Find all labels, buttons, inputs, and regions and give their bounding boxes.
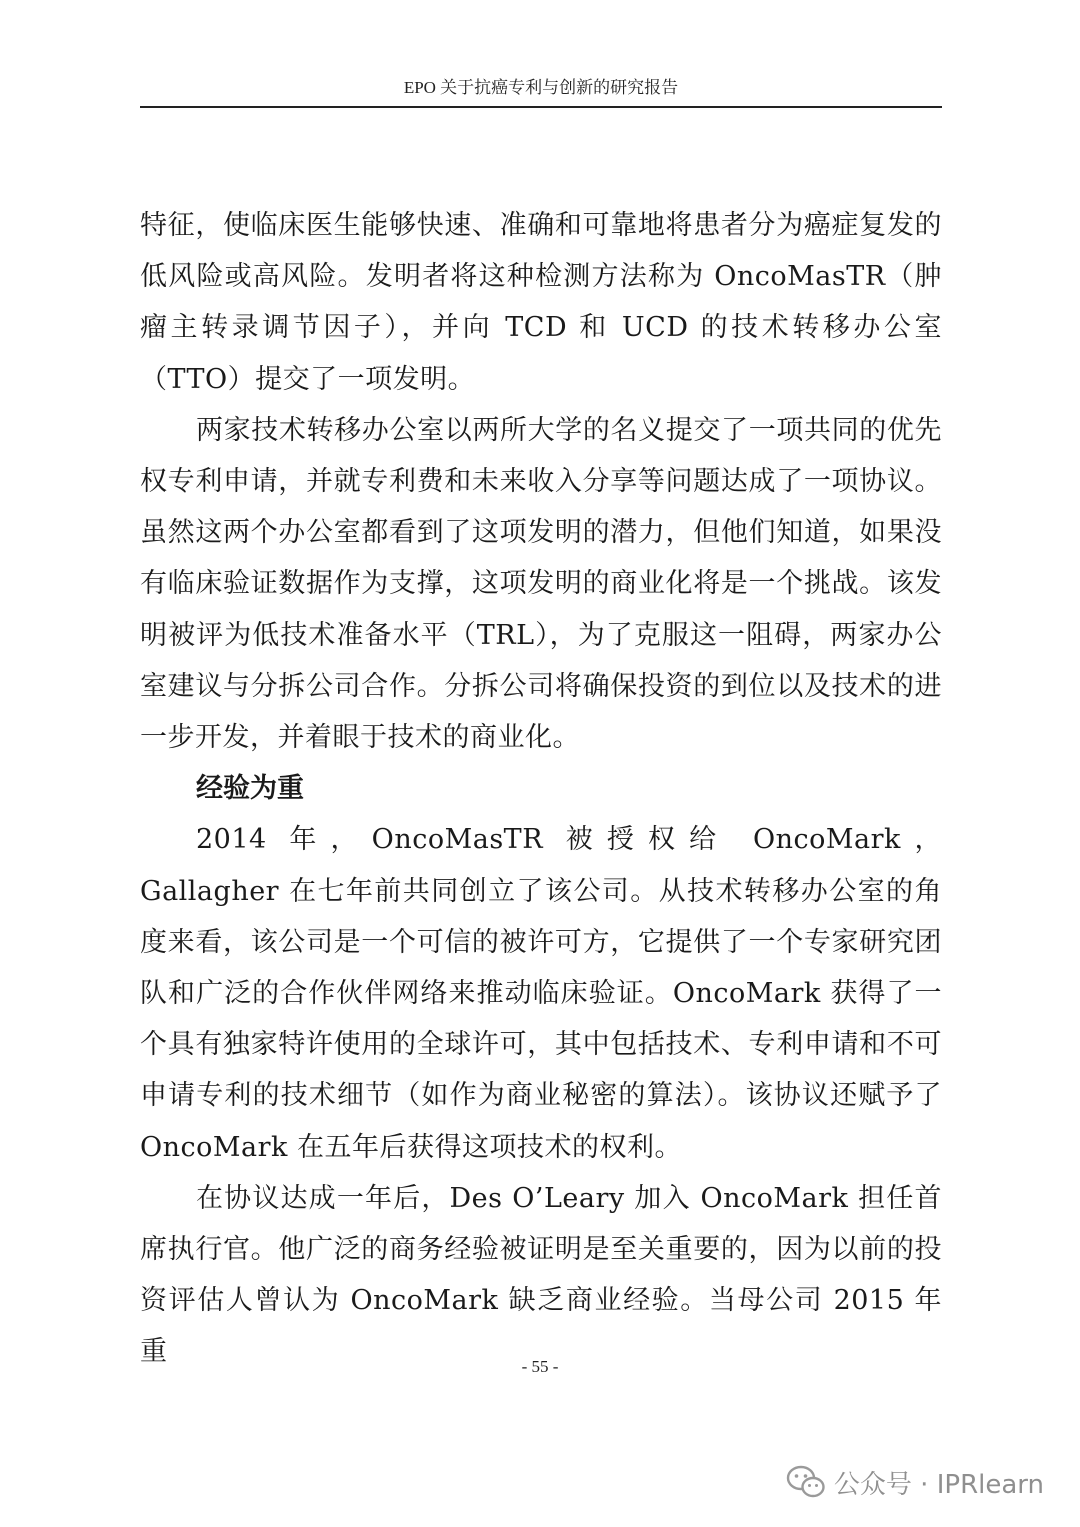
header-title: EPO 关于抗癌专利与创新的研究报告 [403,78,679,97]
body-text [140,200,942,1378]
paragraph-ceo: 在协议达成一年后，Des O’Leary 加入 OncoMark 担任首席执行官。他广泛的商务经验被证明是至关重要的，因为以前的投资评估人曾认为 OncoMark 缺乏商业经验。当母公司 2015 年重 [140,1182,942,1368]
watermark-text: 公众号 · IPRlearn [833,1469,1044,1500]
section-heading: 经验为重 [196,773,304,805]
page-number: - 55 - [521,1357,559,1376]
watermark [786,1462,1044,1502]
paragraph-tto-agreement: 两家技术转移办公室以两所大学的名义提交了一项共同的优先权专利申请，并就专利费和未来收入分享等问题达成了一项协议。虽然这两个办公室都看到了这项发明的潜力，但他们知道，如果没有临床验证数据作为支撑，这项发明的商业化将是一个挑战。该发明被评为低技术准备水平（TRL），为了克服这一阻碍，两家办公室建议与分拆公司合作。分拆公司将确保投资的到位以及技术的进一步开发，并着眼于技术的商业化。 [140,414,942,754]
page-header [140,74,942,108]
wechat-icon [786,1465,826,1499]
paragraph-continued: 特征，使临床医生能够快速、准确和可靠地将患者分为癌症复发的低风险或高风险。发明者将这种检测方法称为 OncoMasTR（肿瘤主转录调节因子），并向 TCD 和 UCD 的技术转移办公室（TTO）提交了一项发明。 [140,210,942,395]
paragraph-licensing: 2014 年，OncoMasTR 被授权给 OncoMark，Gallagher 在七年前共同创立了该公司。从技术转移办公室的角度来看，该公司是一个可信的被许可方，它提供了一个专家研究团队和广泛的合作伙伴网络来推动临床验证。OncoMark 获得了一个具有独家特许使用的全球许可，其中包括技术、专利申请和不可申请专利的技术细节（如作为商业秘密的算法）。该协议还赋予了 OncoMark 在五年后获得这项技术的权利。 [140,824,942,1163]
